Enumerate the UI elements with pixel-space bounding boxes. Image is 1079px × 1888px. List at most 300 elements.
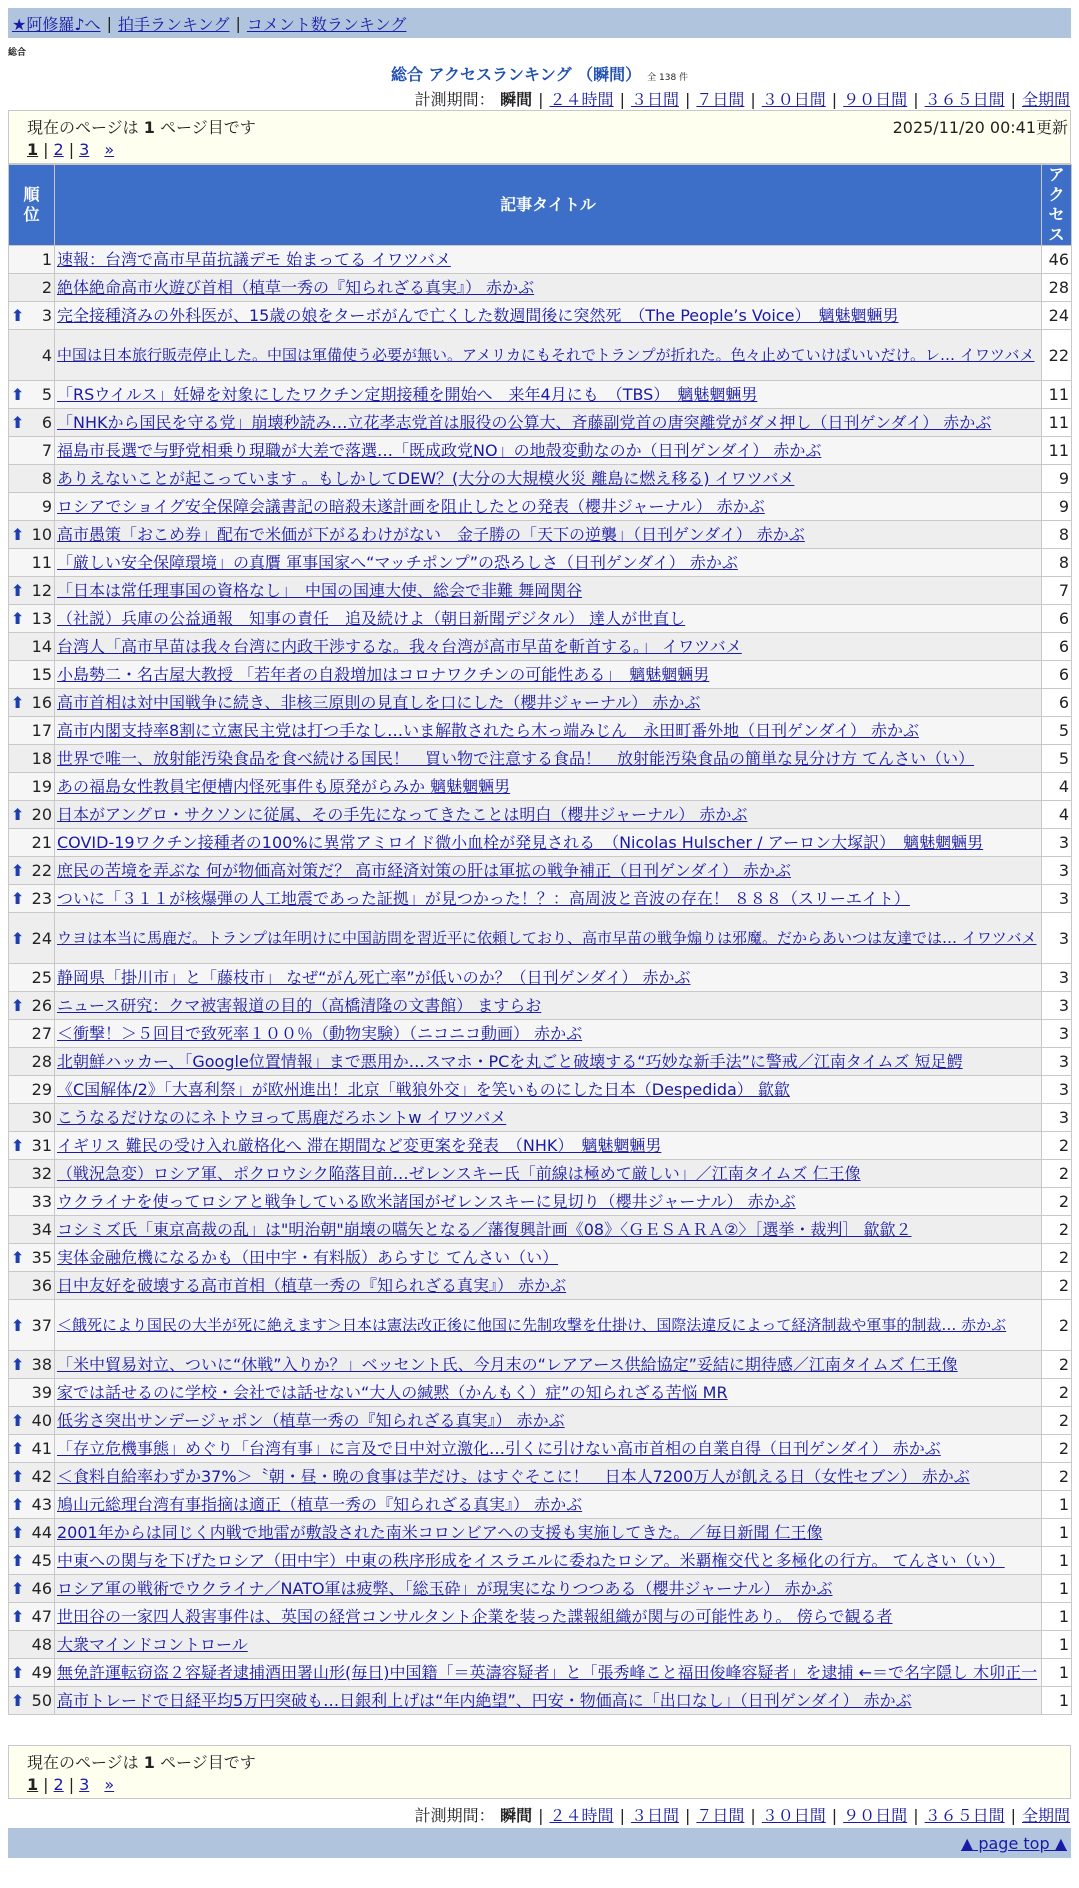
title-cell — [55, 330, 1042, 381]
title-cell — [55, 885, 1042, 913]
separator: | — [43, 1775, 49, 1794]
period-selector-bottom — [415, 1803, 1070, 1826]
title-cell — [55, 1463, 1042, 1491]
access-count: 2 — [1042, 1188, 1072, 1216]
rank-cell — [9, 1547, 55, 1575]
separator: | — [68, 140, 75, 159]
article-link[interactable]: 「NHKから国民を守る党」崩壊秒読み…立花孝志党首は服役の公算大、斉藤副党首の唐突離党がダメ押し（日刊ゲンダイ） 赤かぶ — [57, 413, 992, 432]
table-row — [9, 1603, 1072, 1631]
title-cell — [55, 1160, 1042, 1188]
pager-link-3[interactable]: 3 — [79, 1775, 90, 1794]
page-info-top — [8, 110, 1071, 164]
header-rank-line-2: 位 — [23, 205, 40, 224]
period-link-1[interactable]: ３日間 — [630, 90, 679, 109]
title-cell — [55, 1244, 1042, 1272]
rank-number: 4 — [41, 345, 52, 365]
title-cell — [55, 437, 1042, 465]
table-header-row — [9, 165, 1072, 246]
access-count: 3 — [1042, 1020, 1072, 1048]
title-cell — [55, 913, 1042, 964]
period-link-6[interactable]: 全期間 — [1021, 90, 1070, 109]
title-cell — [55, 1659, 1042, 1687]
separator: | — [538, 1806, 544, 1825]
article-link[interactable]: 実体金融危機になるかも（田中宇・有料版）あらすじ てんさい（い） — [57, 1248, 559, 1267]
rank-number: 29 — [31, 1080, 52, 1099]
page-info-text — [27, 115, 256, 138]
article-link[interactable]: COVID-19ワクチン接種者の100%に異常アミロイド微小血栓が発見される （Nicolas Hulscher / アーロン大塚訳） 魑魅魍魎男 — [57, 833, 984, 852]
table-row — [9, 773, 1072, 801]
table-row — [9, 1379, 1072, 1407]
table-row — [9, 1659, 1072, 1687]
title-cell — [55, 773, 1042, 801]
rank-cell — [9, 1020, 55, 1048]
table-row — [9, 549, 1072, 577]
access-count: 1 — [1042, 1547, 1072, 1575]
article-link[interactable]: 無免許運転窃盗２容疑者逮捕酒田署山形(毎日)中国籍「＝英濤容疑者」と「張秀峰こと福田俊峰容疑者」を逮捕 ←＝で名字隠し 木卯正一 — [57, 1663, 1038, 1682]
title-cell — [55, 577, 1042, 605]
article-link[interactable]: 高市首相は対中国戦争に続き、非核三原則の見直しを口にした（櫻井ジャーナル） 赤かぶ — [57, 693, 701, 712]
rank-number: 23 — [31, 889, 52, 908]
period-link-5[interactable]: ３６５日間 — [924, 1806, 1005, 1825]
title-cell — [55, 1104, 1042, 1132]
title-cell — [55, 1048, 1042, 1076]
article-link[interactable]: 2001年からは同じく内戦で地雷が敷設された南米コロンビアへの支援も実施してきた。／毎日新聞 仁王像 — [57, 1523, 823, 1542]
rank-number: 46 — [31, 1579, 52, 1598]
article-link[interactable]: 高市内閣支持率8割に立憲民主党は打つ手なし…いま解散されたら木っ端みじん 永田町番外地（日刊ゲンダイ） 赤かぶ — [57, 721, 919, 740]
article-link[interactable]: ＜食料自給率わずか37%＞〝朝・昼・晩の食事は芋だけ〟はすぐそこに！ 日本人7200万人が飢える日（女性セブン） 赤かぶ — [57, 1467, 970, 1486]
article-link[interactable]: （社説）兵庫の公益通報 知事の責任 追及続けよ（朝日新聞デジタル） 達人が世直し — [57, 609, 686, 628]
rank-cell — [9, 1244, 55, 1272]
genre-label: 総合 — [8, 48, 27, 58]
title-cell — [55, 381, 1042, 409]
separator: | — [1010, 90, 1016, 109]
rank-number: 8 — [41, 469, 52, 488]
page-info-suffix: ページ目です — [160, 1753, 256, 1772]
up-arrow-icon: ⬆ — [11, 1663, 25, 1682]
period-label: 計測期間： — [414, 1806, 495, 1825]
period-link-3[interactable]: ３０日間 — [761, 90, 826, 109]
table-row — [9, 1351, 1072, 1379]
table-row — [9, 633, 1072, 661]
article-link[interactable]: ウヨは本当に馬鹿だ。トランプは年明けに中国訪問を習近平に依頼しており、高市早苗の戦争煽りは邪魔。だからあいつは友達では… イワツバメ — [57, 929, 1037, 947]
article-link[interactable]: 「RSウイルス」妊婦を対象にしたワクチン定期接種を開始へ 来年4月にも （TBS） 魑魅魍魎男 — [57, 385, 758, 404]
title-cell — [55, 717, 1042, 745]
title-cell — [55, 1547, 1042, 1575]
separator — [94, 1775, 99, 1794]
table-row — [9, 1300, 1072, 1351]
article-link[interactable]: 絶体絶命高市火遊び首相（植草一秀の『知られざる真実』） 赤かぶ — [57, 278, 535, 297]
title-cell — [55, 521, 1042, 549]
rank-number: 11 — [31, 553, 52, 572]
article-link[interactable]: ありえないことが起こっています 。もしかしてDEW？(大分の大規模火災 離島に燃え移る) イワツバメ — [57, 469, 795, 488]
access-count: 2 — [1042, 1463, 1072, 1491]
access-count: 46 — [1042, 246, 1072, 274]
access-count: 2 — [1042, 1132, 1072, 1160]
rank-number: 27 — [31, 1024, 52, 1043]
separator: | — [106, 13, 112, 33]
article-link[interactable]: ＜餓死により国民の大半が死に絶えます＞日本は憲法改正後に他国に先制攻撃を仕掛け、国際法違反によって経済制裁や軍事的制裁… 赤かぶ — [57, 1316, 1007, 1334]
rank-cell — [9, 605, 55, 633]
rank-cell — [9, 437, 55, 465]
access-count: 22 — [1042, 330, 1072, 381]
title-cell — [55, 493, 1042, 521]
access-count: 2 — [1042, 1272, 1072, 1300]
separator: | — [750, 1806, 756, 1825]
article-link[interactable]: イギリス 難民の受け入れ厳格化へ 滞在期間など変更案を発表 （NHK） 魑魅魍魎男 — [57, 1136, 662, 1155]
title-cell — [55, 1020, 1042, 1048]
up-arrow-icon: ⬆ — [11, 306, 25, 325]
rank-number: 49 — [31, 1663, 52, 1682]
article-link[interactable]: 低劣さ突出サンデージャポン（植草一秀の『知られざる真実』） 赤かぶ — [57, 1411, 565, 1430]
article-link[interactable]: 北朝鮮ハッカー、「Google位置情報」まで悪用か…スマホ・PCを丸ごと破壊する“巧妙な新手法”に警戒／江南タイムズ 短足鰐 — [57, 1052, 963, 1071]
article-link[interactable]: 高市愚策「おこめ券」配布で米価が下がるわけがない 金子勝の「天下の逆襲」（日刊ゲンダイ） 赤かぶ — [57, 525, 805, 544]
page-top-link[interactable]: ▲ page top ▲ — [960, 1834, 1067, 1853]
rank-number: 22 — [31, 861, 52, 880]
table-row — [9, 1491, 1072, 1519]
header-rank — [9, 165, 55, 246]
table-row — [9, 302, 1072, 330]
table-row — [9, 1687, 1072, 1715]
rank-number: 3 — [41, 306, 52, 325]
article-link[interactable]: （戦況急変）ロシア軍、ポクロウシク陥落目前…ゼレンスキー氏「前線は極めて厳しい」／江南タイムズ 仁王像 — [57, 1164, 861, 1183]
up-arrow-icon: ⬆ — [11, 693, 25, 712]
access-count: 7 — [1042, 577, 1072, 605]
rank-number: 13 — [31, 609, 52, 628]
top-nav-bar — [8, 8, 1071, 38]
rank-cell — [9, 302, 55, 330]
separator: | — [684, 1806, 691, 1825]
access-count: 5 — [1042, 745, 1072, 773]
table-row — [9, 689, 1072, 717]
access-count: 3 — [1042, 829, 1072, 857]
rank-cell — [9, 1687, 55, 1715]
rank-number: 9 — [41, 497, 52, 516]
title-cell — [55, 661, 1042, 689]
up-arrow-icon: ⬆ — [11, 1551, 25, 1570]
separator: | — [913, 1806, 919, 1825]
table-row — [9, 885, 1072, 913]
article-link[interactable]: 「日本は常任理事国の資格なし」 中国の国連大使、総会で非難 舞岡関谷 — [57, 581, 583, 600]
rank-cell — [9, 885, 55, 913]
rank-cell — [9, 330, 55, 381]
pager-link-2[interactable]: 2 — [53, 140, 64, 159]
access-count: 3 — [1042, 1104, 1072, 1132]
article-link[interactable]: 世界で唯一、放射能汚染食品を食べ続ける国民！ 買い物で注意する食品！ 放射能汚染食品の簡単な見分け方 てんさい（い） — [57, 749, 975, 768]
table-row — [9, 1020, 1072, 1048]
period-link-4[interactable]: ９０日間 — [843, 1806, 908, 1825]
article-link[interactable]: 中東への関与を下げたロシア（田中宇）中東の秩序形成をイスラエルに委ねたロシア。米覇権交代と多極化の行方。 てんさい（い） — [57, 1551, 1005, 1570]
home-link[interactable]: ★阿修羅♪へ — [12, 14, 101, 34]
article-link[interactable]: 大衆マインドコントロール — [57, 1635, 248, 1654]
pager-link-3[interactable]: 3 — [79, 140, 90, 159]
total-count: 全 138 件 — [647, 73, 689, 83]
rank-cell — [9, 549, 55, 577]
article-link[interactable]: こうなるだけなのにネトウヨって馬鹿だろホントw イワツバメ — [57, 1108, 507, 1127]
up-arrow-icon: ⬆ — [11, 385, 25, 404]
access-count: 1 — [1042, 1659, 1072, 1687]
article-link[interactable]: ついに「３１１が核爆弾の人工地震であった証拠」が見つかった！？：高周波と音波の存在！ ８８８（スリーエイト） — [57, 889, 910, 908]
access-count: 11 — [1042, 437, 1072, 465]
access-count: 2 — [1042, 1160, 1072, 1188]
rank-cell — [9, 1104, 55, 1132]
table-row — [9, 1076, 1072, 1104]
rank-cell — [9, 1160, 55, 1188]
table-row — [9, 1216, 1072, 1244]
title-cell — [55, 745, 1042, 773]
rank-number: 33 — [31, 1192, 52, 1211]
up-arrow-icon: ⬆ — [11, 861, 25, 880]
rank-cell — [9, 1519, 55, 1547]
title-cell — [55, 801, 1042, 829]
table-row — [9, 829, 1072, 857]
pager-top — [27, 140, 114, 159]
table-row — [9, 1575, 1072, 1603]
article-link[interactable]: ＜衝撃！＞５回目で致死率１００％（動物実験）（ニコニコ動画） 赤かぶ — [57, 1024, 583, 1043]
rank-number: 7 — [41, 441, 52, 460]
article-link[interactable]: 世田谷の一家四人殺害事件は、英国の経営コンサルタント企業を装った諜報組織が関与の可能性あり。 傍らで観る者 — [57, 1607, 893, 1626]
period-link-0[interactable]: ２４時間 — [549, 1806, 614, 1825]
article-link[interactable]: 「厳しい安全保障環境」の真贋 軍事国家へ“マッチポンプ”の恐ろしさ（日刊ゲンダイ） 赤かぶ — [57, 553, 738, 572]
access-count: 1 — [1042, 1519, 1072, 1547]
period-current: 瞬間 — [494, 1806, 533, 1825]
comment-ranking-link[interactable]: コメント数ランキング — [246, 14, 407, 34]
pager-next-link[interactable]: » — [104, 140, 115, 159]
title-cell — [55, 465, 1042, 493]
title-cell — [55, 1631, 1042, 1659]
table-row — [9, 992, 1072, 1020]
title-cell — [55, 829, 1042, 857]
article-link[interactable]: 「存立危機事態」めぐり「台湾有事」に言及で日中対立激化…引くに引けない高市首相の自業自得（日刊ゲンダイ） 赤かぶ — [57, 1439, 941, 1458]
rank-cell — [9, 1379, 55, 1407]
rank-number: 35 — [31, 1248, 52, 1267]
rank-cell — [9, 493, 55, 521]
page-title-text: 総合 アクセスランキング （瞬間） — [390, 65, 642, 84]
page-info-prefix: 現在のページは — [27, 1753, 139, 1772]
rank-number: 28 — [31, 1052, 52, 1071]
access-count: 1 — [1042, 1603, 1072, 1631]
rank-number: 16 — [31, 693, 52, 712]
title-cell — [55, 1687, 1042, 1715]
rank-cell — [9, 801, 55, 829]
article-link[interactable]: ニュース研究：クマ被害報道の目的（高橋清隆の文書館） ますらお — [57, 996, 542, 1015]
rank-number: 30 — [31, 1108, 52, 1127]
article-link[interactable]: コシミズ氏「東京高裁の乱」は"明治朝"崩壊の嚆矢となる／藩復興計画《08》〈ＧＥＳＡＲＡ②〉［選挙・裁判］ 歙歙２ — [57, 1220, 912, 1239]
article-link[interactable]: 福島市長選で与野党相乗り現職が大差で落選…「既成政党NO」の地殻変動なのか（日刊ゲンダイ） 赤かぶ — [57, 441, 822, 460]
rank-cell — [9, 964, 55, 992]
title-cell — [55, 1435, 1042, 1463]
table-row — [9, 465, 1072, 493]
header-access — [1042, 165, 1072, 246]
article-link[interactable]: 庶民の苦境を弄ぶな 何が物価高対策だ？ 高市経済対策の肝は軍拡の戦争補正（日刊ゲンダイ） 赤かぶ — [57, 861, 791, 880]
rank-cell — [9, 1407, 55, 1435]
rank-number: 10 — [31, 525, 52, 544]
access-count: 6 — [1042, 661, 1072, 689]
table-row — [9, 274, 1072, 302]
period-link-6[interactable]: 全期間 — [1021, 1806, 1070, 1825]
article-link[interactable]: ウクライナを使ってロシアと戦争している欧米諸国がゼレンスキーに見切り（櫻井ジャーナル） 赤かぶ — [57, 1192, 796, 1211]
title-cell — [55, 409, 1042, 437]
table-row — [9, 857, 1072, 885]
rank-number: 19 — [31, 777, 52, 796]
table-row — [9, 605, 1072, 633]
separator: | — [684, 90, 691, 109]
access-count: 8 — [1042, 521, 1072, 549]
rank-number: 37 — [31, 1315, 52, 1335]
rank-number: 48 — [31, 1635, 52, 1654]
up-arrow-icon: ⬆ — [11, 1248, 25, 1267]
up-arrow-icon: ⬆ — [11, 525, 25, 544]
access-count: 9 — [1042, 493, 1072, 521]
article-link[interactable]: ロシアでショイグ安全保障会議書記の暗殺未遂計画を阻止したとの発表（櫻井ジャーナル） 赤かぶ — [57, 497, 765, 516]
period-current: 瞬間 — [494, 90, 533, 109]
header-access-line-1: アク — [1048, 165, 1065, 204]
period-link-2[interactable]: ７日間 — [696, 1806, 745, 1825]
updated-timestamp: 2025/11/20 00:41更新 — [892, 118, 1068, 137]
page-info-number: 1 — [143, 118, 155, 137]
rank-cell — [9, 745, 55, 773]
table-row — [9, 1272, 1072, 1300]
access-count: 2 — [1042, 1300, 1072, 1351]
article-link[interactable]: 日本がアングロ・サクソンに従属、その手先になってきたことは明白（櫻井ジャーナル） 赤かぶ — [57, 805, 748, 824]
article-link[interactable]: 完全接種済みの外科医が、15歳の娘をターボがんで亡くした数週間後に突然死 （The People’s Voice） 魑魅魍魎男 — [57, 306, 899, 325]
title-cell — [55, 302, 1042, 330]
up-arrow-icon: ⬆ — [11, 1315, 25, 1335]
article-link[interactable]: 家では話せるのに学校・会社では話せない“大人の緘黙（かんもく）症”の知られざる苦悩 MR — [57, 1383, 728, 1402]
ranking-table — [8, 164, 1072, 1715]
rank-cell — [9, 1435, 55, 1463]
title-cell — [55, 1188, 1042, 1216]
up-arrow-icon: ⬆ — [11, 1136, 25, 1155]
title-cell — [55, 992, 1042, 1020]
period-link-5[interactable]: ３６５日間 — [924, 90, 1005, 109]
rank-cell — [9, 1300, 55, 1351]
table-row — [9, 1188, 1072, 1216]
table-row — [9, 745, 1072, 773]
up-arrow-icon: ⬆ — [11, 1579, 25, 1598]
article-link[interactable]: 速報：台湾で高市早苗抗議デモ 始まってる イワツバメ — [57, 250, 451, 269]
header-rank-text — [23, 185, 39, 224]
access-count: 3 — [1042, 857, 1072, 885]
table-row — [9, 1547, 1072, 1575]
clap-ranking-link[interactable]: 拍手ランキング — [117, 14, 230, 34]
period-link-3[interactable]: ３０日間 — [761, 1806, 826, 1825]
table-row — [9, 437, 1072, 465]
access-count: 2 — [1042, 1407, 1072, 1435]
table-row — [9, 246, 1072, 274]
rank-cell — [9, 1575, 55, 1603]
access-count: 11 — [1042, 409, 1072, 437]
article-link[interactable]: 中国は日本旅行販売停止した。中国は軍備使う必要が無い。アメリカにもそれでトランプが折れた。色々止めていけばいいだけ。レ… イワツバメ — [57, 346, 1035, 364]
up-arrow-icon: ⬆ — [11, 1691, 25, 1710]
header-rank-line-1: 順 — [23, 185, 40, 204]
article-link[interactable]: 日中友好を破壊する高市首相（植草一秀の『知られざる真実』） 赤かぶ — [57, 1276, 567, 1295]
pager-link-2[interactable]: 2 — [53, 1775, 64, 1794]
article-link[interactable]: 台湾人「高市早苗は我々台湾に内政干渉するな。我々台湾が高市早苗を斬首する。」 イワツバメ — [57, 637, 742, 656]
up-arrow-icon: ⬆ — [11, 1523, 25, 1542]
up-arrow-icon: ⬆ — [11, 413, 25, 432]
table-row — [9, 1132, 1072, 1160]
period-link-0[interactable]: ２４時間 — [549, 90, 614, 109]
article-link[interactable]: 小島勢二・名古屋大教授 「若年者の自殺増加はコロナワクチンの可能性ある」 魑魅魍魎男 — [57, 665, 710, 684]
period-selector-top — [415, 87, 1070, 110]
title-cell — [55, 1132, 1042, 1160]
table-row — [9, 1244, 1072, 1272]
rank-number: 17 — [31, 721, 52, 740]
separator: | — [831, 1806, 838, 1825]
table-row — [9, 661, 1072, 689]
access-count: 1 — [1042, 1575, 1072, 1603]
period-link-1[interactable]: ３日間 — [630, 1806, 679, 1825]
separator: | — [831, 90, 838, 109]
article-link[interactable]: 《C国解体/2》「大喜利祭」が欧州進出！北京「戦狼外交」を笑いものにした日本（Despedida） 歙歙 — [57, 1080, 790, 1099]
title-cell — [55, 1407, 1042, 1435]
rank-number: 41 — [31, 1439, 52, 1458]
access-count: 1 — [1042, 1687, 1072, 1715]
access-count: 2 — [1042, 1244, 1072, 1272]
rank-number: 39 — [31, 1383, 52, 1402]
up-arrow-icon: ⬆ — [11, 1439, 25, 1458]
rank-cell — [9, 857, 55, 885]
rank-cell — [9, 1076, 55, 1104]
article-link[interactable]: 高市トレードで日経平均5万円突破も…日銀利上げは“年内絶望”、円安・物価高に「出口なし」（日刊ゲンダイ） 赤かぶ — [57, 1691, 912, 1710]
rank-cell — [9, 633, 55, 661]
pager-current: 1 — [27, 1775, 39, 1794]
period-link-4[interactable]: ９０日間 — [843, 90, 908, 109]
access-count: 9 — [1042, 465, 1072, 493]
table-row — [9, 1519, 1072, 1547]
separator: | — [43, 140, 49, 159]
table-row — [9, 1407, 1072, 1435]
access-count: 8 — [1042, 549, 1072, 577]
access-count: 11 — [1042, 381, 1072, 409]
title-cell — [55, 1351, 1042, 1379]
article-link[interactable]: ロシア軍の戦術でウクライナ／NATO軍は疲弊、「総玉砕」が現実になりつつある（櫻井ジャーナル） 赤かぶ — [57, 1579, 833, 1598]
article-link[interactable]: 「米中貿易対立、ついに“休戦”入りか？」ベッセント氏、今月末の“レアアース供給協定”妥結に期待感／江南タイムズ 仁王像 — [57, 1355, 958, 1374]
separator — [94, 140, 99, 159]
table-row — [9, 913, 1072, 964]
pager-next-link[interactable]: » — [104, 1775, 115, 1794]
period-link-2[interactable]: ７日間 — [696, 90, 745, 109]
up-arrow-icon: ⬆ — [11, 1495, 25, 1514]
separator: | — [538, 90, 544, 109]
up-arrow-icon: ⬆ — [11, 1355, 25, 1374]
rank-number: 45 — [31, 1551, 52, 1570]
rank-number: 15 — [31, 665, 52, 684]
table-row — [9, 381, 1072, 409]
title-cell — [55, 274, 1042, 302]
access-count: 3 — [1042, 1076, 1072, 1104]
article-link[interactable]: あの福島女性教員宅便槽内怪死事件も原発がらみか 魑魅魍魎男 — [57, 777, 511, 796]
rank-cell — [9, 1048, 55, 1076]
access-count: 3 — [1042, 1048, 1072, 1076]
rank-cell — [9, 1491, 55, 1519]
table-row — [9, 1160, 1072, 1188]
rank-cell — [9, 521, 55, 549]
page-info-text-bottom — [27, 1750, 256, 1773]
rank-cell — [9, 689, 55, 717]
article-link[interactable]: 鳩山元総理台湾有事指摘は適正（植草一秀の『知られざる真実』） 赤かぶ — [57, 1495, 583, 1514]
rank-number: 14 — [31, 637, 52, 656]
rank-number: 6 — [41, 413, 52, 432]
table-row — [9, 521, 1072, 549]
rank-cell — [9, 1463, 55, 1491]
rank-number: 18 — [31, 749, 52, 768]
article-link[interactable]: 静岡県「掛川市」と「藤枝市」 なぜ“がん死亡率”が低いのか？（日刊ゲンダイ） 赤かぶ — [57, 968, 691, 987]
table-row — [9, 577, 1072, 605]
rank-number: 31 — [31, 1136, 52, 1155]
table-row — [9, 1463, 1072, 1491]
title-cell — [55, 857, 1042, 885]
